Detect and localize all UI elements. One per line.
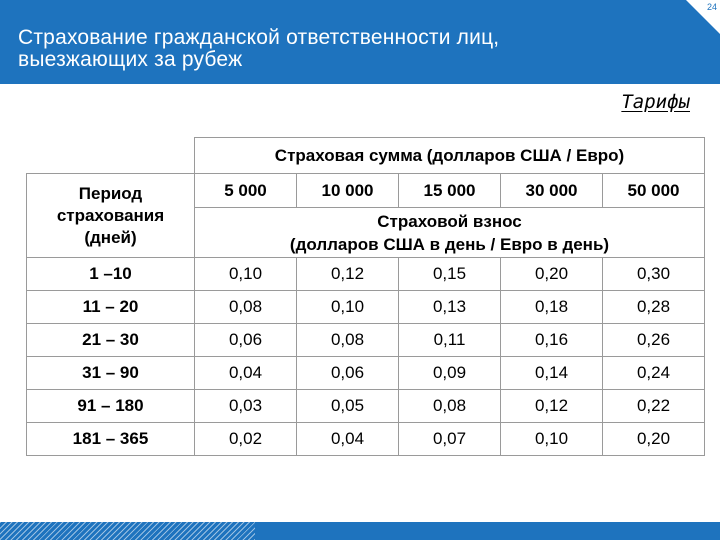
table-row [27, 324, 705, 357]
sums-row [27, 174, 705, 208]
sum-header-row [27, 138, 705, 174]
period-header-line-3: (дней) [84, 227, 137, 247]
premium-cell: 0,10 [195, 258, 297, 291]
premium-cell: 0,06 [195, 324, 297, 357]
table-row [27, 390, 705, 423]
premium-cell: 0,14 [501, 357, 603, 390]
slide-number: 24 [706, 2, 717, 12]
slide-title-line-1: Страхование гражданской ответственности лиц, [18, 26, 500, 49]
premium-header-line-2: (долларов США в день / Евро в день) [289, 234, 610, 254]
table-row [27, 423, 705, 456]
sum-cell: 50 000 [603, 174, 705, 208]
footer-stripe-pattern [0, 522, 255, 540]
slide-header [0, 0, 720, 84]
premium-cell: 0,08 [297, 324, 399, 357]
premium-cell: 0,06 [297, 357, 399, 390]
premium-cell: 0,30 [603, 258, 705, 291]
premium-cell: 0,05 [297, 390, 399, 423]
period-header-cell [27, 174, 195, 258]
table-row [27, 258, 705, 291]
premium-header-line-1: Страховой взнос [377, 211, 522, 231]
premium-cell: 0,04 [297, 423, 399, 456]
premium-cell: 0,02 [195, 423, 297, 456]
premium-cell: 0,09 [399, 357, 501, 390]
premium-cell: 0,03 [195, 390, 297, 423]
premium-cell: 0,20 [501, 258, 603, 291]
period-cell: 31 – 90 [27, 357, 195, 390]
period-cell: 21 – 30 [27, 324, 195, 357]
premium-cell: 0,07 [399, 423, 501, 456]
period-cell: 11 – 20 [27, 291, 195, 324]
premium-cell: 0,24 [603, 357, 705, 390]
premium-cell: 0,16 [501, 324, 603, 357]
premium-header-cell [195, 208, 705, 258]
premium-cell: 0,08 [399, 390, 501, 423]
premium-cell: 0,26 [603, 324, 705, 357]
table-row [27, 291, 705, 324]
premium-cell: 0,13 [399, 291, 501, 324]
premium-cell: 0,10 [297, 291, 399, 324]
section-label: Тарифы [621, 91, 690, 113]
premium-cell: 0,22 [603, 390, 705, 423]
sum-header-cell: Страховая сумма (долларов США / Евро) [195, 138, 705, 174]
empty-corner-cell [27, 138, 195, 174]
premium-cell: 0,15 [399, 258, 501, 291]
premium-cell: 0,04 [195, 357, 297, 390]
sum-cell: 5 000 [195, 174, 297, 208]
period-cell: 91 – 180 [27, 390, 195, 423]
footer-bar [0, 522, 720, 540]
slide-title [18, 27, 638, 71]
premium-cell: 0,18 [501, 291, 603, 324]
premium-cell: 0,20 [603, 423, 705, 456]
premium-cell: 0,10 [501, 423, 603, 456]
period-cell: 181 – 365 [27, 423, 195, 456]
period-header-line-2: страхования [56, 205, 165, 225]
slide-title-line-2: выезжающих за рубеж [18, 48, 243, 71]
period-cell: 1 –10 [27, 258, 195, 291]
sum-cell: 15 000 [399, 174, 501, 208]
table-row [27, 357, 705, 390]
period-header-line-1: Период [78, 183, 143, 203]
sum-cell: 10 000 [297, 174, 399, 208]
premium-cell: 0,12 [501, 390, 603, 423]
tariff-table [26, 137, 705, 456]
premium-cell: 0,11 [399, 324, 501, 357]
premium-cell: 0,28 [603, 291, 705, 324]
premium-cell: 0,12 [297, 258, 399, 291]
sum-cell: 30 000 [501, 174, 603, 208]
premium-cell: 0,08 [195, 291, 297, 324]
